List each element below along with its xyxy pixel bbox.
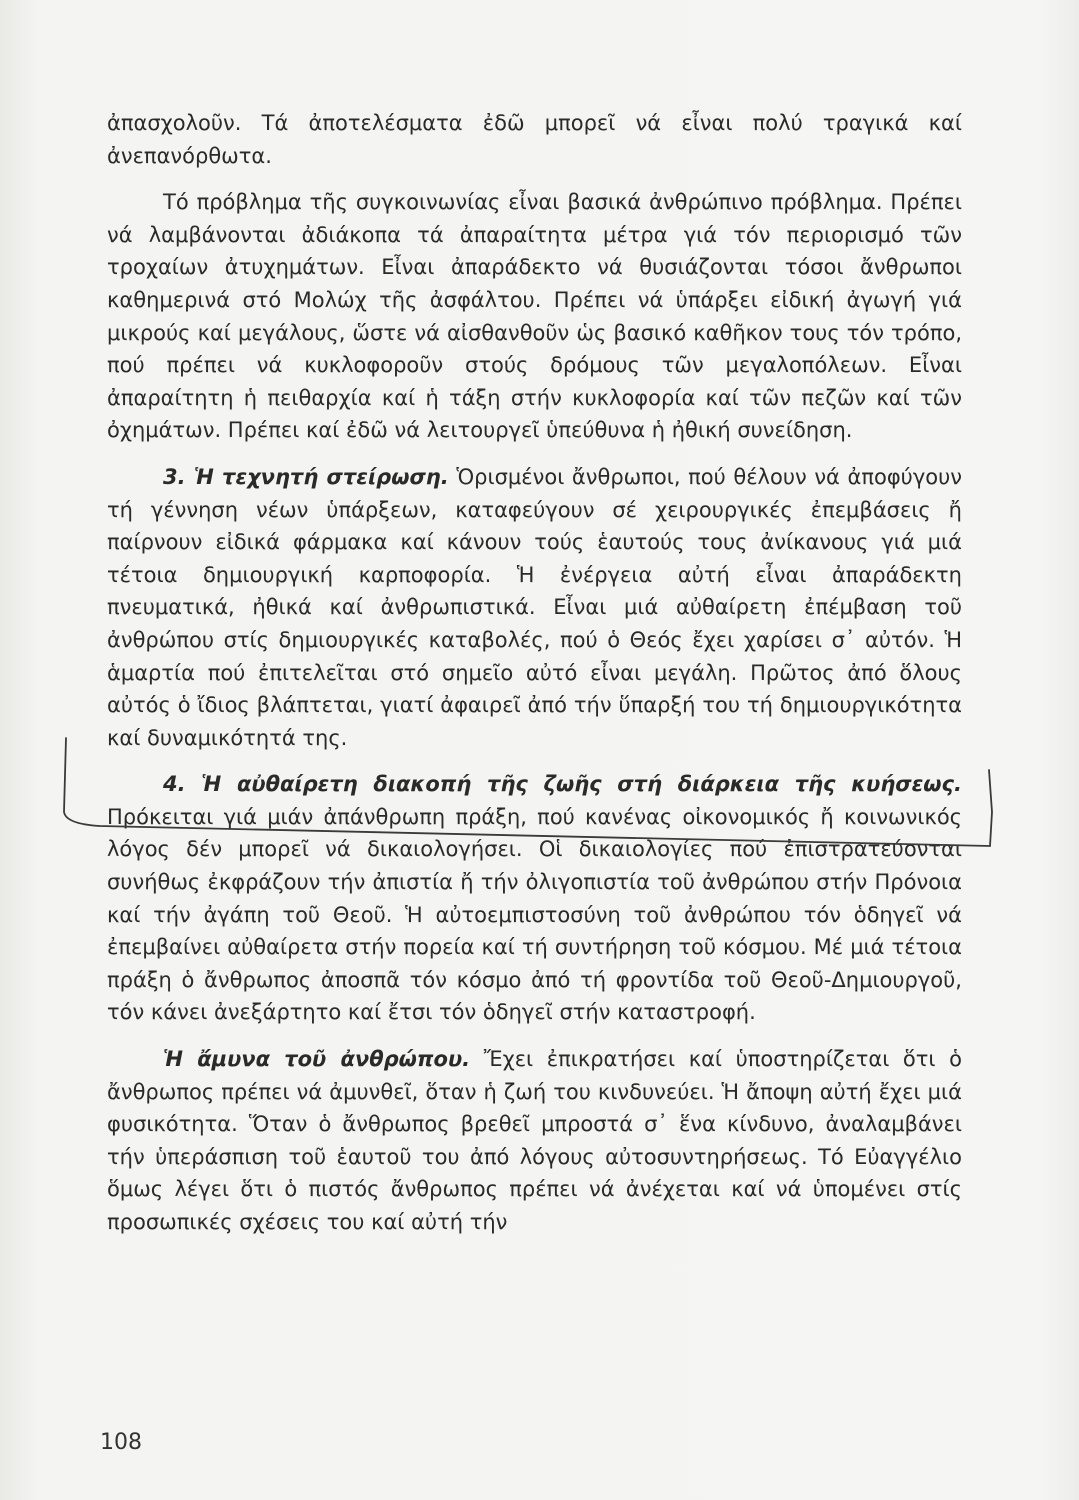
paragraph-text: ἀπασχολοῦν. Τά ἀποτελέσματα ἐδῶ μπορεῖ νά εἶναι πολύ τραγικά καί ἀνεπανόρθωτα. xyxy=(107,111,962,168)
paragraph-sterilization xyxy=(107,461,962,754)
paragraph-text: Ὁρισμένοι ἄνθρωποι, πού θέλουν νά ἀποφύγουν τή γέννηση νέων ὑπάρξεων, καταφεύγουν σέ χειρουργικές ἐπεμβάσεις ἤ παίρνουν εἰδικά φάρμακα καί κάνουν τούς ἑαυτούς τους ἀνίκανους γιά μιά τέτοια δημιουργική καρποφορία. Ἡ ἐνέργεια αὐτή εἶναι ἀπαράδεκτη πνευματικά, ἠθικά καί ἀνθρωπιστικά. Εἶναι μιά αὐθαίρετη ἐπέμβαση τοῦ ἀνθρώπου στίς δημιουργικές καταβολές, πού ὁ Θεός ἔχει χαρίσει σ᾿ αὐτόν. Ἡ ἁμαρτία πού ἐπιτελεῖται στό σημεῖο αὐτό εἶναι μεγάλη. Πρῶτος ἀπό ὅλους αὐτός ὁ ἴδιος βλάπτεται, γιατί ἀφαιρεῖ ἀπό τήν ὕπαρξή του τή δημιουργικότητα καί δυναμικότητά της. xyxy=(107,464,962,750)
section-heading-3: 3. Ἡ τεχνητή στείρωση. xyxy=(163,464,449,489)
paragraph-traffic xyxy=(107,186,962,447)
section-heading-4: 4. Ἡ αὐθαίρετη διακοπή τῆς ζωῆς στή διάρκεια τῆς κυήσεως. xyxy=(163,772,962,797)
paragraph-continuation xyxy=(107,107,962,172)
paragraph-text: Πρόκειται γιά μιάν ἀπάνθρωπη πράξη, πού κανένας οἰκονομικός ἤ κοινωνικός λόγος δέν μπορεῖ νά δικαιολογήσει. Οἱ δικαιολογίες πού ἐπιστρατεύονται συνήθως ἐκφράζουν τήν ἀπιστία ἤ τήν ὀλιγοπιστία τοῦ ἀνθρώπου στήν Πρόνοια καί τήν ἀγάπη τοῦ Θεοῦ. Ἡ αὐτοεμπιστοσύνη τοῦ ἀνθρώπου τόν ὁδηγεῖ νά ἐπεμβαίνει αὐθαίρετα στήν πορεία καί τή συντήρηση τοῦ κόσμου. Μέ μιά τέτοια πράξη ὁ ἄνθρωπος ἀποσπᾶ τόν κόσμο ἀπό τή φροντίδα τοῦ Θεοῦ-Δημιουργοῦ, τόν κάνει ἀνεξάρτητο καί ἔτσι τόν ὁδηγεῖ στήν καταστροφή. xyxy=(107,804,962,1025)
section-heading-defense: Ἡ ἄμυνα τοῦ ἀνθρώπου. xyxy=(163,1047,471,1072)
paragraph-text: Τό πρόβλημα τῆς συγκοινωνίας εἶναι βασικά ἀνθρώπινο πρόβλημα. Πρέπει νά λαμβάνονται ἀδιάκοπα τά ἀπαραίτητα μέτρα γιά τόν περιορισμό τῶν τροχαίων ἀτυχημάτων. Εἶναι ἀπαράδεκτο νά θυσιάζονται τόσοι ἄνθρωποι καθημερινά στό Μολώχ τῆς ἀσφάλτου. Πρέπει νά ὑπάρξει εἰδική ἀγωγή γιά μικρούς καί μεγάλους, ὥστε νά αἰσθανθοῦν ὡς βασικό καθῆκον τους τόν τρόπο, πού πρέπει νά κυκλοφοροῦν στούς δρόμους τῶν μεγαλοπόλεων. Εἶναι ἀπαραίτητη ἡ πειθαρχία καί ἡ τάξη στήν κυκλοφορία καί τῶν πεζῶν καί τῶν ὀχημάτων. Πρέπει καί ἐδῶ νά λειτουργεῖ ὑπεύθυνα ἡ ἠθική συνείδηση. xyxy=(107,190,962,443)
page-number: 108 xyxy=(100,1430,142,1455)
paragraph-abortion xyxy=(107,768,962,1029)
paragraph-defense xyxy=(107,1043,962,1239)
page-body xyxy=(107,107,962,1239)
paragraph-text: Ἔχει ἐπικρατήσει καί ὑποστηρίζεται ὅτι ὁ ἄνθρωπος πρέπει νά ἀμυνθεῖ, ὅταν ἡ ζωή του κινδυνεύει. Ἡ ἄποψη αὐτή ἔχει μιά φυσικότητα. Ὅταν ὁ ἄνθρωπος βρεθεῖ μπροστά σ᾿ ἕνα κίνδυνο, ἀναλαμβάνει τήν ὑπεράσπιση τοῦ ἑαυτοῦ του ἀπό λόγους αὐτοσυντηρήσεως. Τό Εὐαγγέλιο ὅμως λέγει ὅτι ὁ πιστός ἄνθρωπος πρέπει νά ἀνέχεται καί νά ὑπομένει στίς προσωπικές σχέσεις του καί αὐτή τήν xyxy=(107,1047,962,1234)
